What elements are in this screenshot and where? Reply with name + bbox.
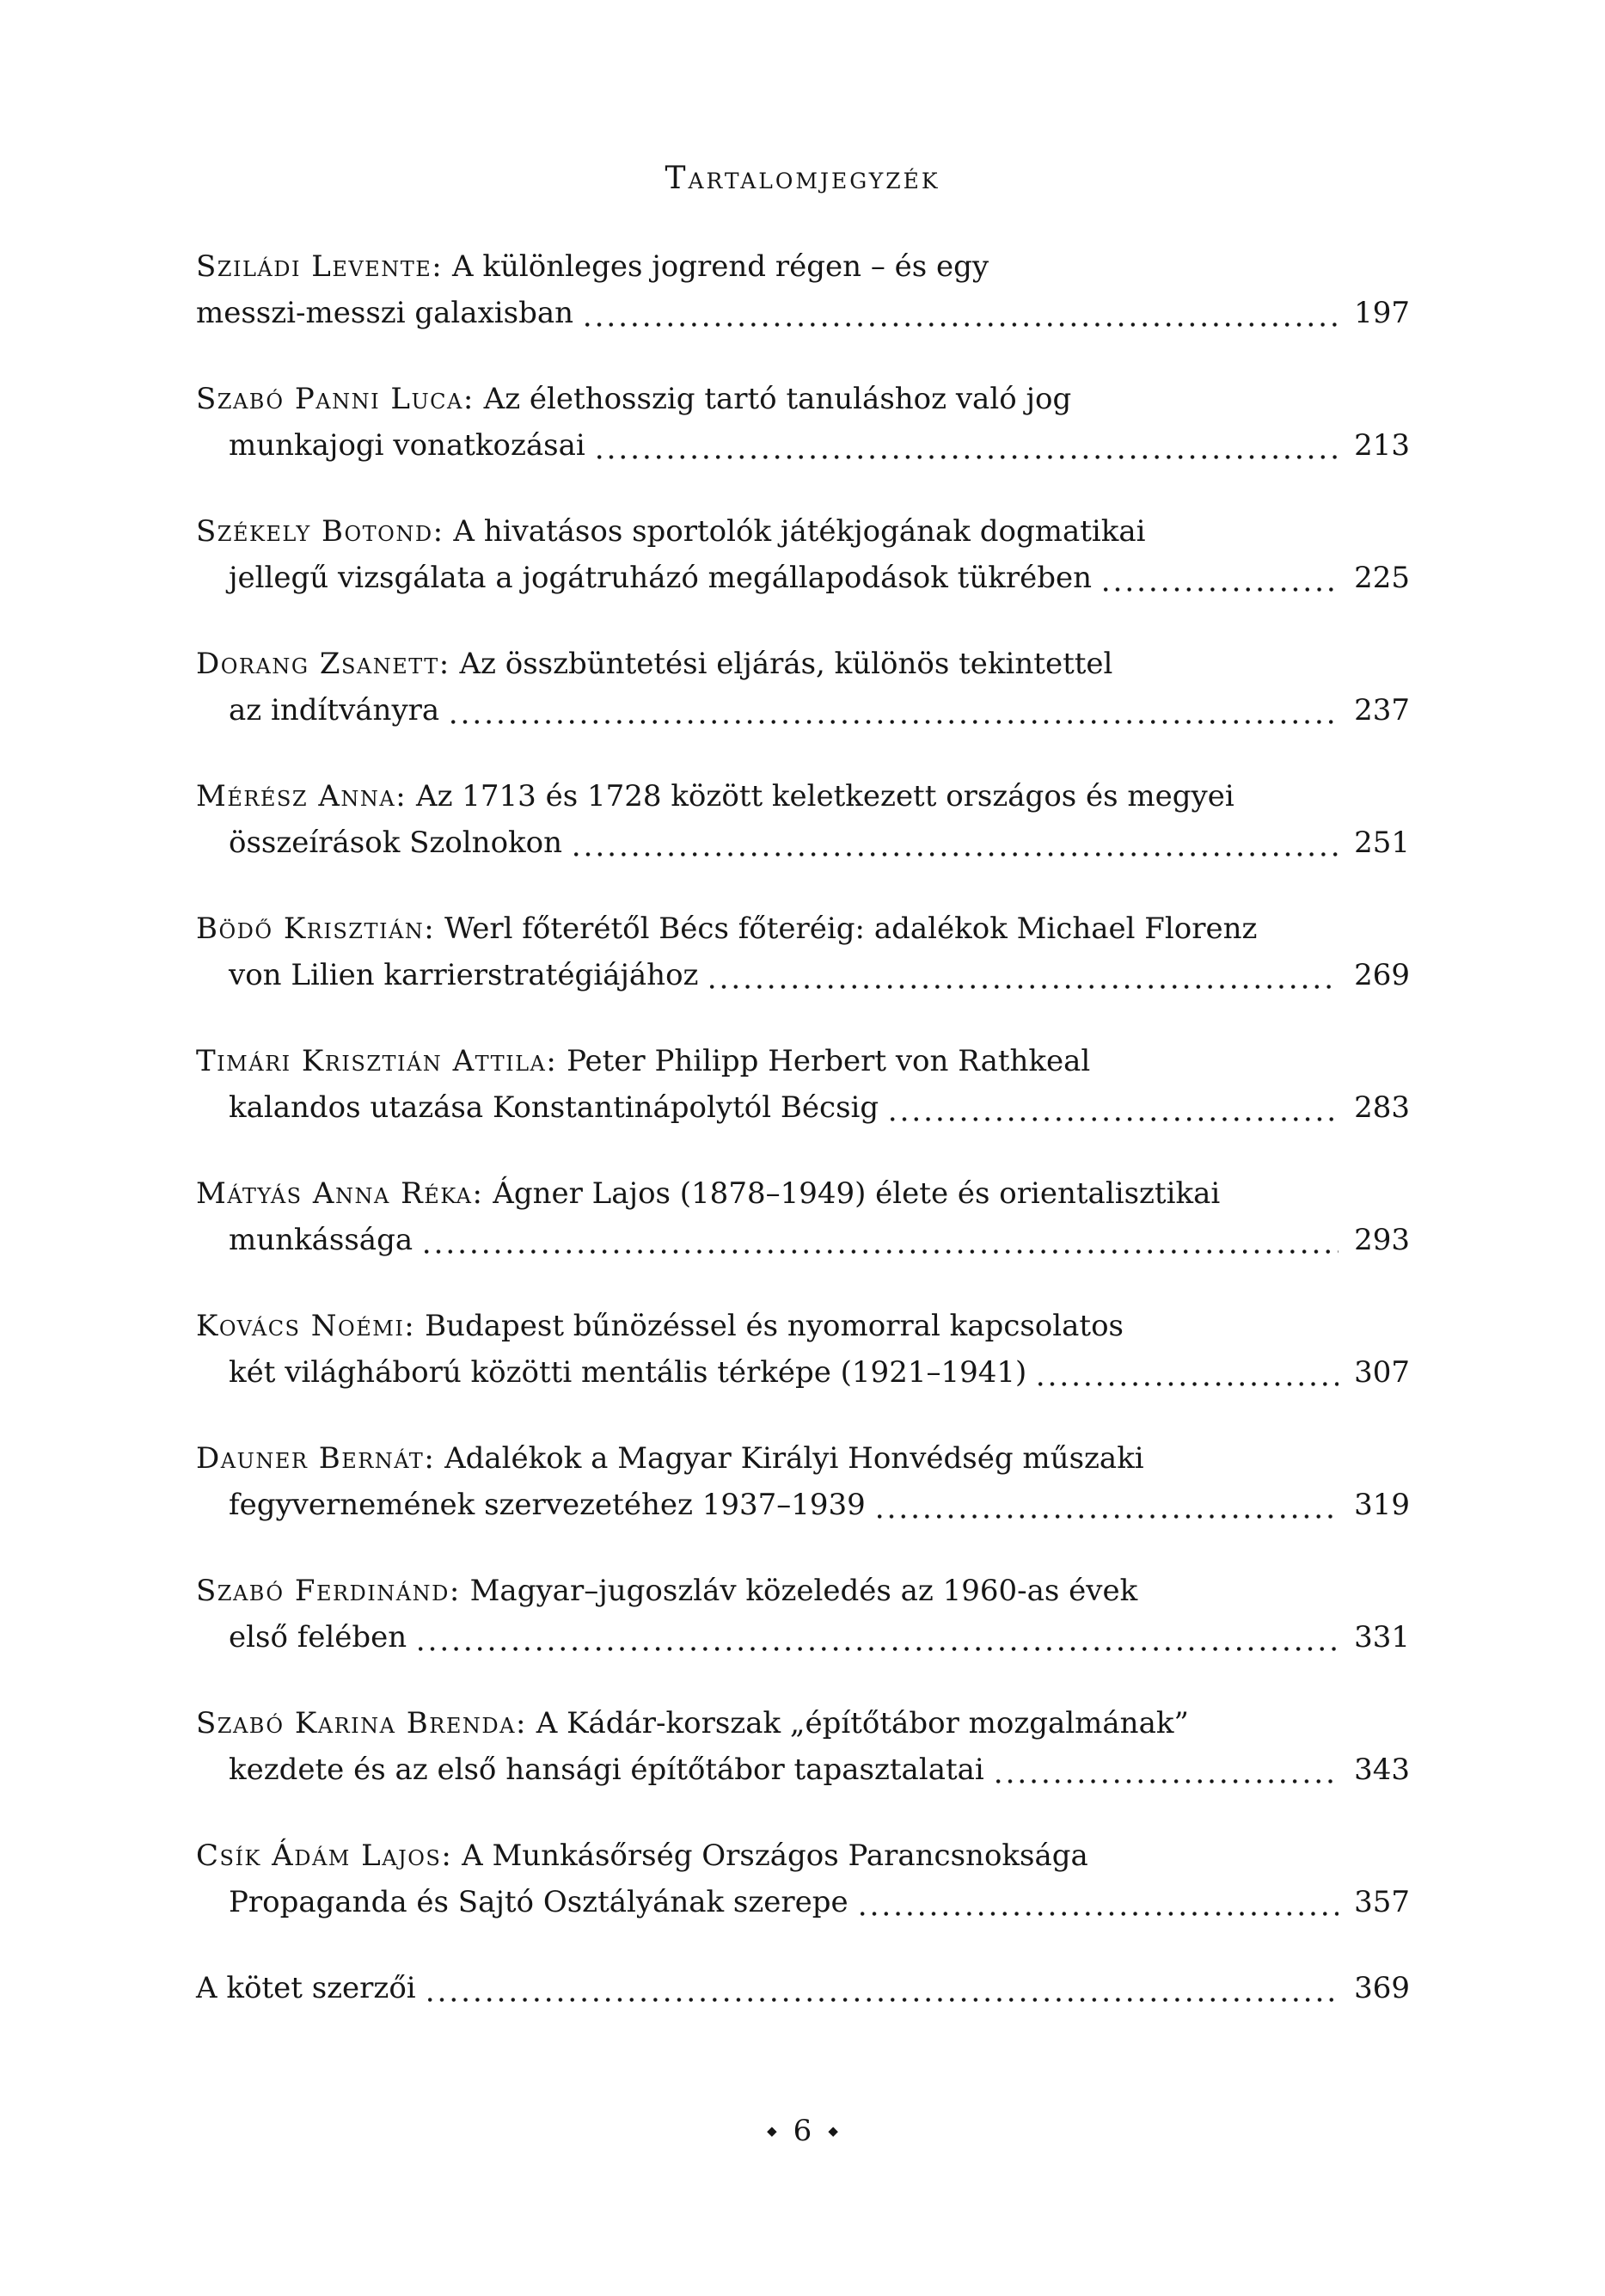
- toc-entry-continuation: [196, 1747, 1410, 1793]
- toc-entry-heading: [196, 1568, 1410, 1614]
- toc-entry-author: Dorang Zsanett:: [196, 647, 450, 681]
- toc-entry-continuation: [196, 687, 1410, 734]
- toc-entry-author: Mérész Anna:: [196, 779, 407, 813]
- toc-entry: [196, 1038, 1410, 1131]
- toc-entry-author: Mátyás Anna Réka:: [196, 1176, 484, 1211]
- toc-entry: [196, 773, 1410, 866]
- toc-entry-author: Székely Botond:: [196, 514, 444, 549]
- toc-entry-author: Timári Krisztián Attila:: [196, 1044, 558, 1078]
- toc-entry-heading: [196, 1170, 1410, 1217]
- toc-entry-subtitle: Propaganda és Sajtó Osztályának szerepe: [229, 1885, 848, 1919]
- dot-leader: [878, 1482, 1339, 1528]
- toc-entry: [196, 1435, 1410, 1528]
- toc-entry-heading: [196, 1700, 1410, 1747]
- toc-entry-subtitle: messzi-messzi galaxisban: [196, 296, 573, 330]
- toc-entry-page-number: 343: [1354, 1753, 1410, 1787]
- toc-entry-continuation: [196, 1084, 1410, 1131]
- toc-entry-title: A hivatásos sportolók játékjogának dogmatikai: [444, 514, 1146, 549]
- toc-entry-continuation: [196, 1349, 1410, 1396]
- toc-entry-author: Kovács Noémi:: [196, 1309, 416, 1343]
- page-footer: [0, 2112, 1605, 2150]
- toc-entry-continuation: [196, 1217, 1410, 1263]
- toc-entry-page-number: 293: [1354, 1223, 1410, 1257]
- toc-entry-title: Ágner Lajos (1878–1949) élete és orientalisztikai: [483, 1176, 1221, 1211]
- toc-entry-author: Szabó Panni Luca:: [196, 382, 475, 416]
- toc-entry: [196, 1965, 1410, 2011]
- toc-entry-page-number: 251: [1354, 826, 1410, 860]
- toc-entry-title: Werl főterétől Bécs főteréig: adalékok Michael Florenz: [435, 912, 1258, 946]
- toc-entry-page-number: 331: [1354, 1620, 1410, 1654]
- toc-list: [196, 243, 1410, 2011]
- dot-leader: [574, 820, 1339, 866]
- toc-entry-heading: [196, 1833, 1410, 1879]
- toc-entry: [196, 906, 1410, 998]
- toc-entry-subtitle: kalandos utazása Konstantinápolytól Bécsig: [229, 1090, 879, 1125]
- toc-entry: [196, 508, 1410, 601]
- toc-entry-heading: [196, 1303, 1410, 1349]
- toc-entry-page-number: 213: [1354, 428, 1410, 463]
- toc-entry-heading: [196, 641, 1410, 687]
- toc-entry-heading: [196, 906, 1410, 952]
- toc-entry-continuation: [196, 952, 1410, 998]
- toc-entry-title: A Kádár-korszak „építőtábor mozgalmának”: [526, 1706, 1189, 1740]
- toc-entry-page-number: 283: [1354, 1090, 1410, 1125]
- toc-entry-subtitle: munkajogi vonatkozásai: [229, 428, 585, 463]
- toc-entry-continuation: [196, 1965, 1410, 2011]
- toc-entry: [196, 1568, 1410, 1661]
- toc-entry-heading: [196, 1038, 1410, 1084]
- toc-entry: [196, 376, 1410, 469]
- toc-entry: [196, 243, 1410, 336]
- toc-entry-heading: [196, 508, 1410, 555]
- toc-entry-page-number: 197: [1354, 296, 1410, 330]
- toc-entry-heading: [196, 773, 1410, 820]
- toc-entry-page-number: 269: [1354, 958, 1410, 992]
- toc-entry-title: Peter Philipp Herbert von Rathkeal: [557, 1044, 1091, 1078]
- toc-entry-subtitle: von Lilien karrierstratégiájához: [229, 958, 699, 992]
- diamond-ornament-right-icon: ◆: [828, 2123, 838, 2139]
- dot-leader: [1104, 555, 1339, 601]
- dot-leader: [861, 1879, 1339, 1925]
- toc-entry-subtitle: jellegű vizsgálata a jogátruházó megállapodások tükrében: [229, 561, 1092, 595]
- toc-entry-author: Szabó Ferdinánd:: [196, 1574, 461, 1608]
- dot-leader: [425, 1217, 1339, 1263]
- toc-entry: [196, 641, 1410, 734]
- toc-entry-title: Magyar–jugoszláv közeledés az 1960-as évek: [460, 1574, 1138, 1608]
- dot-leader: [419, 1614, 1339, 1661]
- toc-entry: [196, 1700, 1410, 1793]
- toc-entry-page-number: 357: [1354, 1885, 1410, 1919]
- dot-leader: [996, 1747, 1339, 1793]
- toc-entry-subtitle: összeírások Szolnokon: [229, 826, 563, 860]
- toc-entry-title: A Munkásőrség Országos Parancsnoksága: [452, 1839, 1088, 1873]
- toc-entry-heading: [196, 1435, 1410, 1482]
- toc-entry-title: A különleges jogrend régen – és egy: [443, 249, 989, 284]
- toc-entry-author: Bödő Krisztián:: [196, 912, 436, 946]
- toc-entry-continuation: [196, 1879, 1410, 1925]
- toc-entry-subtitle: A kötet szerzői: [196, 1971, 416, 2005]
- dot-leader: [891, 1084, 1339, 1131]
- toc-entry-title: Az összbüntetési eljárás, különös tekintettel: [450, 647, 1113, 681]
- toc-entry-title: Adalékok a Magyar Királyi Honvédség műszaki: [435, 1441, 1144, 1476]
- toc-entry-subtitle: munkássága: [229, 1223, 414, 1257]
- toc-entry-page-number: 319: [1354, 1488, 1410, 1522]
- page-number: 6: [793, 2114, 812, 2148]
- toc-entry-author: Sziládi Levente:: [196, 249, 444, 284]
- page-title: Tartalomjegyzék: [665, 161, 940, 196]
- diamond-ornament-left-icon: ◆: [767, 2123, 777, 2139]
- toc-entry-page-number: 237: [1354, 693, 1410, 727]
- toc-entry-subtitle: az indítványra: [229, 693, 440, 727]
- toc-entry: [196, 1170, 1410, 1263]
- toc-entry-subtitle: fegyvernemének szervezetéhez 1937–1939: [229, 1488, 866, 1522]
- toc-entry-author: Csík Ádám Lajos:: [196, 1839, 453, 1873]
- dot-leader: [710, 952, 1339, 998]
- toc-entry-subtitle: két világháború közötti mentális térképe (1921–1941): [229, 1355, 1027, 1390]
- toc-entry-heading: [196, 376, 1410, 422]
- toc-entry-author: Szabó Karina Brenda:: [196, 1706, 527, 1740]
- toc-entry-continuation: [196, 555, 1410, 601]
- dot-leader: [585, 290, 1339, 336]
- dot-leader: [428, 1965, 1339, 2011]
- toc-entry-page-number: 225: [1354, 561, 1410, 595]
- toc-entry-page-number: 307: [1354, 1355, 1410, 1390]
- toc-entry-author: Dauner Bernát:: [196, 1441, 436, 1476]
- toc-entry: [196, 1303, 1410, 1396]
- toc-entry-page-number: 369: [1354, 1971, 1410, 2005]
- toc-entry-continuation: [196, 1482, 1410, 1528]
- toc-entry-subtitle: kezdete és az első hansági építőtábor tapasztalatai: [229, 1753, 984, 1787]
- dot-leader: [597, 422, 1339, 469]
- toc-entry-continuation: [196, 820, 1410, 866]
- toc-entry-title: Az 1713 és 1728 között keletkezett országos és megyei: [407, 779, 1234, 813]
- toc-entry-heading: [196, 243, 1410, 290]
- toc-entry-continuation: [196, 1614, 1410, 1661]
- toc-entry-subtitle: első felében: [229, 1620, 407, 1654]
- dot-leader: [451, 687, 1339, 734]
- toc-entry-title: Budapest bűnözéssel és nyomorral kapcsolatos: [415, 1309, 1124, 1343]
- dot-leader: [1038, 1349, 1339, 1396]
- toc-entry-continuation: [196, 422, 1410, 469]
- toc-entry-continuation: [196, 290, 1410, 336]
- toc-entry: [196, 1833, 1410, 1925]
- toc-entry-title: Az élethosszig tartó tanuláshoz való jog: [474, 382, 1072, 416]
